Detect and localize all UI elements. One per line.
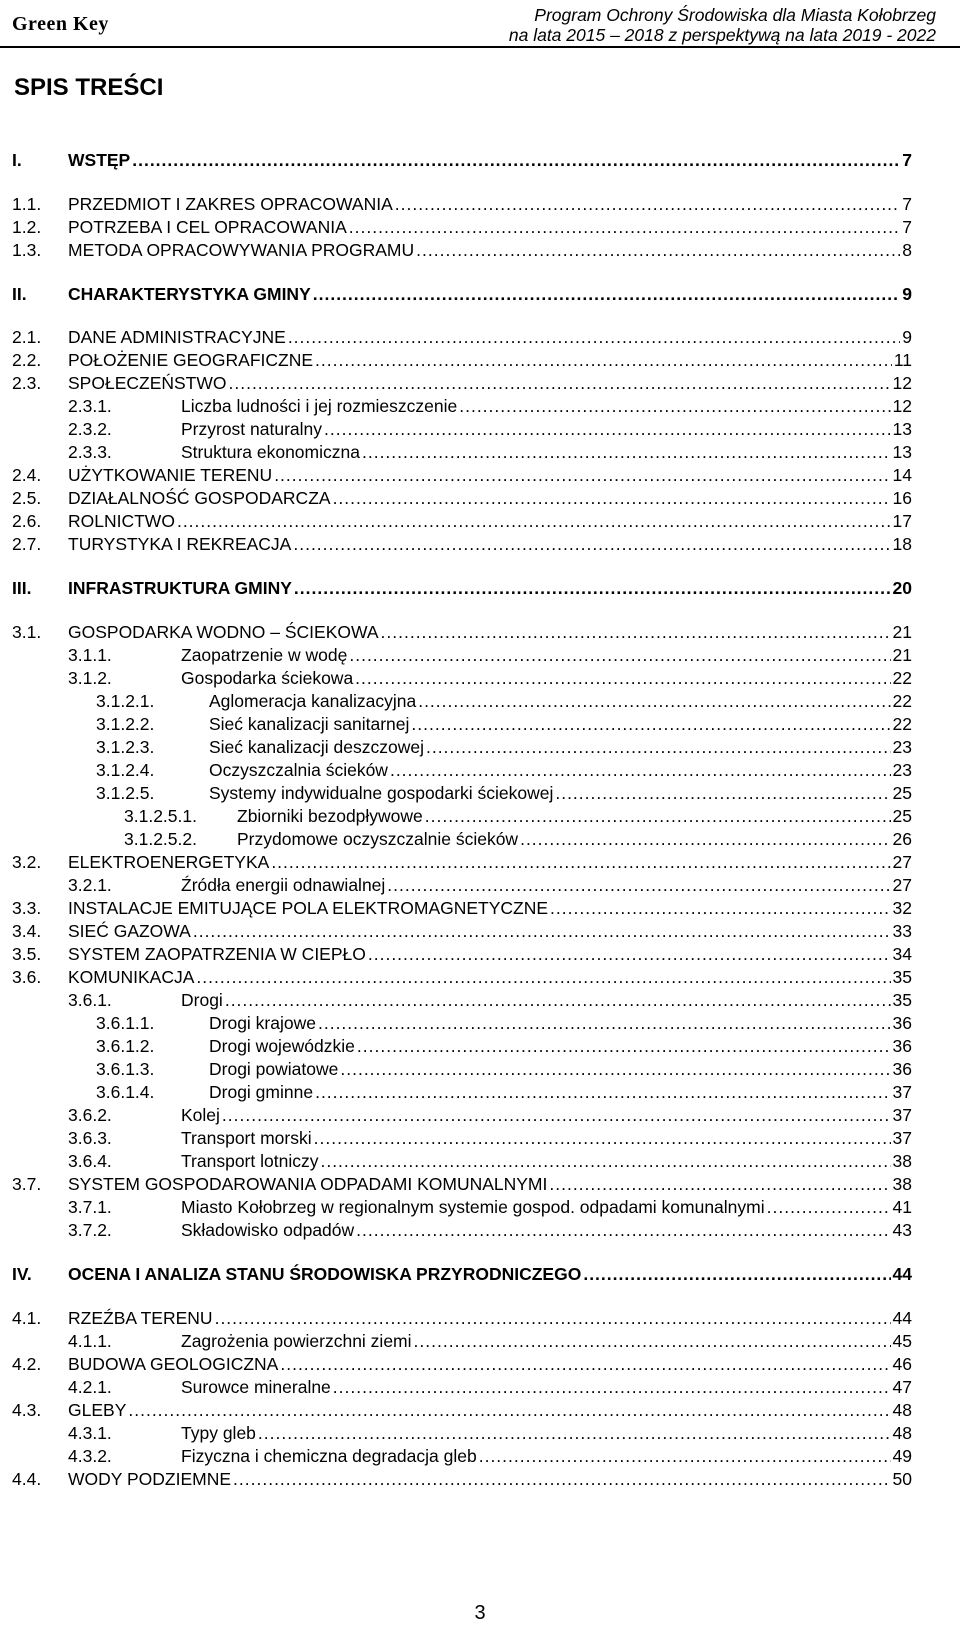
toc-entry-number: 4.2.	[12, 1354, 42, 1374]
toc-entry[interactable]	[68, 441, 912, 463]
toc-entry[interactable]	[12, 349, 912, 371]
toc-entry-title: Źródła energii odnawialnej	[181, 875, 386, 895]
dot-leader	[271, 851, 890, 873]
toc-entry-number: 2.2.	[12, 350, 42, 370]
toc-entry-page: 38	[892, 1174, 912, 1194]
dot-leader	[349, 644, 890, 666]
toc-entry-number: 4.2.1.	[68, 1377, 112, 1397]
dot-leader	[355, 667, 890, 689]
toc-entry[interactable]	[68, 1422, 912, 1444]
toc-entry-number: 2.5.	[12, 488, 42, 508]
dot-leader	[288, 326, 900, 348]
toc-entry-title: CHARAKTERYSTYKA GMINY	[68, 284, 311, 304]
toc-entry-number: 3.1.1.	[68, 645, 112, 665]
document-title-header	[509, 5, 936, 45]
toc-entry[interactable]	[68, 1104, 912, 1126]
toc-entry-title: Gospodarka ściekowa	[181, 668, 354, 688]
dot-leader	[324, 418, 891, 440]
toc-entry-page: 34	[892, 944, 912, 964]
toc-entry-page: 9	[902, 327, 912, 347]
toc-entry-number: 3.3.	[12, 898, 42, 918]
toc-entry-title: DZIAŁALNOŚĆ GOSPODARCZA	[68, 488, 331, 508]
toc-entry[interactable]	[68, 1127, 912, 1149]
toc-entry-title: Sieć kanalizacji deszczowej	[209, 737, 424, 757]
toc-entry-number: 2.6.	[12, 511, 42, 531]
toc-entry-number: 4.3.	[12, 1400, 42, 1420]
toc-entry-title: BUDOWA GEOLOGICZNA	[68, 1354, 279, 1374]
dot-leader	[294, 577, 891, 599]
toc-entry-page: 16	[892, 488, 912, 508]
dot-leader	[132, 149, 900, 171]
toc-entry-page: 37	[892, 1128, 912, 1148]
toc-entry[interactable]	[68, 418, 912, 440]
toc-entry-title: POŁOŻENIE GEOGRAFICZNE	[68, 350, 314, 370]
toc-entry[interactable]	[68, 395, 912, 417]
toc-entry-title: UŻYTKOWANIE TERENU	[68, 465, 273, 485]
toc-entry-page: 32	[892, 898, 912, 918]
toc-entry-page: 50	[892, 1469, 912, 1489]
toc-entry-title: SYSTEM GOSPODAROWANIA ODPADAMI KOMUNALNYMI	[68, 1174, 548, 1194]
toc-entry[interactable]	[12, 966, 912, 988]
dot-leader	[229, 372, 891, 394]
dot-leader	[387, 874, 890, 896]
toc-entry[interactable]	[96, 759, 912, 781]
toc-entry-title: Przyrost naturalny	[181, 419, 323, 439]
toc-entry-number: 3.6.3.	[68, 1128, 112, 1148]
toc-entry[interactable]	[12, 283, 912, 305]
dot-leader	[313, 283, 901, 305]
toc-entry-title: POTRZEBA I CEL OPRACOWANIA	[68, 217, 347, 237]
toc-entry-title: INFRASTRUKTURA GMINY	[68, 578, 292, 598]
dot-leader	[390, 759, 891, 781]
toc-entry-title: Surowce mineralne	[181, 1377, 331, 1397]
toc-entry-title: Kolej	[181, 1105, 220, 1125]
toc-entry-number: 3.7.1.	[68, 1197, 112, 1217]
toc-entry-page: 11	[893, 350, 912, 370]
toc-entry-page: 22	[892, 691, 912, 711]
toc-entry[interactable]	[12, 487, 912, 509]
toc-entry-page: 36	[892, 1059, 912, 1079]
toc-entry-page: 7	[902, 217, 912, 237]
dot-leader	[225, 989, 891, 1011]
dot-leader	[177, 510, 891, 532]
dot-leader	[196, 966, 890, 988]
toc-entry-title: ELEKTROENERGETYKA	[68, 852, 270, 872]
toc-entry[interactable]	[68, 1445, 912, 1467]
toc-entry[interactable]	[12, 897, 912, 919]
dot-leader	[549, 1173, 890, 1195]
toc-entry[interactable]	[68, 1196, 912, 1218]
toc-entry[interactable]	[12, 1399, 912, 1421]
toc-entry-title: Przydomowe oczyszczalnie ścieków	[237, 829, 519, 849]
toc-entry[interactable]	[96, 690, 912, 712]
toc-entry[interactable]	[12, 1468, 912, 1490]
toc-entry-number: 3.1.	[12, 622, 42, 642]
toc-entry-page: 35	[892, 967, 912, 987]
toc-entry-page: 25	[892, 806, 912, 826]
toc-entry-title: Aglomeracja kanalizacyjna	[209, 691, 417, 711]
toc-entry-title: OCENA I ANALIZA STANU ŚRODOWISKA PRZYRODNICZEGO	[68, 1264, 582, 1284]
toc-entry-title: Zaopatrzenie w wodę	[181, 645, 348, 665]
toc-entry-page: 46	[892, 1354, 912, 1374]
toc-entry-number: III.	[12, 578, 32, 598]
toc-entry[interactable]	[68, 1219, 912, 1241]
toc-entry-page: 12	[892, 396, 912, 416]
toc-entry-page: 45	[892, 1331, 912, 1351]
dot-leader	[314, 1127, 891, 1149]
toc-entry-number: 3.7.2.	[68, 1220, 112, 1240]
toc-entry-title: SPOŁECZEŃSTWO	[68, 373, 227, 393]
toc-entry[interactable]	[12, 464, 912, 486]
dot-leader	[357, 1035, 891, 1057]
toc-entry[interactable]	[68, 1330, 912, 1352]
dot-leader	[215, 1307, 891, 1329]
toc-entry-title: Transport morski	[181, 1128, 312, 1148]
dot-leader	[315, 349, 892, 371]
toc-entry-page: 27	[892, 875, 912, 895]
toc-entry-title: ROLNICTWO	[68, 511, 175, 531]
toc-entry[interactable]	[68, 1150, 912, 1172]
toc-entry-number: 4.1.1.	[68, 1331, 112, 1351]
toc-entry[interactable]	[12, 326, 912, 348]
toc-entry[interactable]	[12, 510, 912, 532]
toc-entry-number: 1.2.	[12, 217, 42, 237]
dot-leader	[426, 736, 891, 758]
toc-entry-number: 3.6.1.2.	[96, 1036, 155, 1056]
toc-entry-number: 4.3.2.	[68, 1446, 112, 1466]
toc-entry-number: 3.1.2.	[68, 668, 112, 688]
toc-entry-title: DANE ADMINISTRACYJNE	[68, 327, 286, 347]
toc-entry-page: 25	[892, 783, 912, 803]
toc-entry-title: KOMUNIKACJA	[68, 967, 195, 987]
dot-leader	[274, 464, 890, 486]
dot-leader	[550, 897, 890, 919]
toc-entry[interactable]	[96, 782, 912, 804]
toc-entry[interactable]	[12, 621, 912, 643]
dot-leader	[280, 1353, 890, 1375]
toc-entry-page: 26	[892, 829, 912, 849]
toc-entry-title: Miasto Kołobrzeg w regionalnym systemie gospod. odpadami komunalnymi	[181, 1197, 765, 1217]
toc-entry-number: 3.4.	[12, 921, 42, 941]
toc-entry-page: 23	[892, 760, 912, 780]
toc-entry-title: INSTALACJE EMITUJĄCE POLA ELEKTROMAGNETYCZNE	[68, 898, 549, 918]
toc-entry-title: SYSTEM ZAOPATRZENIA W CIEPŁO	[68, 944, 366, 964]
toc-entry[interactable]	[12, 1263, 912, 1285]
toc-entry-number: 2.3.3.	[68, 442, 112, 462]
toc-entry-title: RZEŹBA TERENU	[68, 1308, 213, 1328]
toc-entry-page: 13	[892, 419, 912, 439]
toc-entry-number: 3.5.	[12, 944, 42, 964]
toc-entry[interactable]	[12, 239, 912, 261]
toc-entry-number: 3.1.2.5.	[96, 783, 155, 803]
toc-entry-title: Liczba ludności i jej rozmieszczenie	[181, 396, 458, 416]
toc-entry-title: Zagrożenia powierzchni ziemi	[181, 1331, 412, 1351]
toc-entry-number: 3.1.2.5.2.	[124, 829, 197, 849]
dot-leader	[520, 828, 890, 850]
toc-entry-title: Struktura ekonomiczna	[181, 442, 360, 462]
toc-entry-number: 3.6.1.1.	[96, 1013, 155, 1033]
toc-entry-title: Drogi wojewódzkie	[209, 1036, 355, 1056]
toc-entry-number: 3.1.2.4.	[96, 760, 155, 780]
toc-entry-page: 44	[892, 1264, 912, 1284]
toc-entry[interactable]	[12, 1353, 912, 1375]
toc-entry-number: 3.2.	[12, 852, 42, 872]
dot-leader	[222, 1104, 891, 1126]
dot-leader	[479, 1445, 891, 1467]
toc-entry-page: 36	[892, 1013, 912, 1033]
dot-leader	[381, 621, 891, 643]
toc-entry[interactable]	[124, 805, 912, 827]
toc-entry-page: 49	[892, 1446, 912, 1466]
toc-entry[interactable]	[12, 533, 912, 555]
dot-leader	[395, 193, 901, 215]
toc-entry-title: Fizyczna i chemiczna degradacja gleb	[181, 1446, 477, 1466]
toc-entry-title: GOSPODARKA WODNO – ŚCIEKOWA	[68, 622, 379, 642]
toc-entry-page: 33	[892, 921, 912, 941]
toc-entry[interactable]	[12, 1173, 912, 1195]
toc-entry-page: 21	[892, 622, 912, 642]
toc-entry-page: 7	[902, 194, 912, 214]
toc-entry-number: 3.6.1.	[68, 990, 112, 1010]
dot-leader	[128, 1399, 890, 1421]
dot-leader	[368, 943, 891, 965]
toc-entry-number: 2.3.1.	[68, 396, 112, 416]
toc-entry-page: 8	[902, 240, 912, 260]
toc-entry-number: 4.1.	[12, 1308, 42, 1328]
toc-entry-title: Drogi	[181, 990, 223, 1010]
toc-entry-page: 14	[892, 465, 912, 485]
toc-entry-title: SIEĆ GAZOWA	[68, 921, 191, 941]
toc-entry-number: 2.7.	[12, 534, 42, 554]
dot-leader	[414, 1330, 891, 1352]
toc-entry-number: 2.3.2.	[68, 419, 112, 439]
toc-entry-number: 3.1.2.5.1.	[124, 806, 197, 826]
toc-entry-page: 20	[892, 578, 912, 598]
toc-entry-page: 22	[892, 714, 912, 734]
toc-entry-number: 3.7.	[12, 1174, 42, 1194]
toc-entry-title: METODA OPRACOWYWANIA PROGRAMU	[68, 240, 415, 260]
dot-leader	[349, 216, 901, 238]
toc-entry-page: 7	[902, 150, 912, 170]
toc-entry-page: 36	[892, 1036, 912, 1056]
toc-entry-number: 3.1.2.3.	[96, 737, 155, 757]
dot-leader	[459, 395, 890, 417]
toc-entry[interactable]	[12, 216, 912, 238]
header-divider	[0, 46, 960, 48]
dot-leader	[320, 1150, 890, 1172]
toc-entry-title: Systemy indywidualne gospodarki ściekowej	[209, 783, 554, 803]
toc-entry[interactable]	[12, 193, 912, 215]
page-title: SPIS TREŚCI	[14, 74, 164, 101]
toc-entry-title: TURYSTYKA I REKREACJA	[68, 534, 292, 554]
toc-entry-title: Sieć kanalizacji sanitarnej	[209, 714, 410, 734]
toc-entry[interactable]	[68, 667, 912, 689]
toc-entry-number: 3.6.1.3.	[96, 1059, 155, 1079]
toc-entry-title: WSTĘP	[68, 150, 131, 170]
toc-entry[interactable]	[96, 713, 912, 735]
toc-entry-page: 43	[892, 1220, 912, 1240]
toc-entry-number: 1.3.	[12, 240, 42, 260]
toc-entry-page: 41	[892, 1197, 912, 1217]
dot-leader	[418, 690, 890, 712]
dot-leader	[583, 1263, 890, 1285]
toc-entry[interactable]	[68, 989, 912, 1011]
toc-entry[interactable]	[12, 372, 912, 394]
toc-entry-number: I.	[12, 150, 22, 170]
toc-entry[interactable]	[12, 851, 912, 873]
toc-entry-number: 1.1.	[12, 194, 42, 214]
toc-entry-page: 44	[892, 1308, 912, 1328]
toc-entry-number: 3.6.	[12, 967, 42, 987]
toc-entry-number: 2.1.	[12, 327, 42, 347]
toc-entry-page: 38	[892, 1151, 912, 1171]
page-header	[0, 0, 960, 49]
toc-entry-number: 3.1.2.1.	[96, 691, 155, 711]
dot-leader	[767, 1196, 891, 1218]
dot-leader	[356, 1219, 890, 1241]
toc-entry-title: GLEBY	[68, 1400, 127, 1420]
toc-entry[interactable]	[12, 577, 912, 599]
dot-leader	[416, 239, 900, 261]
dot-leader	[362, 441, 891, 463]
toc-entry-number: 2.4.	[12, 465, 42, 485]
toc-entry-number: 4.3.1.	[68, 1423, 112, 1443]
toc-entry-title: Składowisko odpadów	[181, 1220, 355, 1240]
dot-leader	[333, 487, 891, 509]
toc-entry-number: 3.2.1.	[68, 875, 112, 895]
dot-leader	[411, 713, 890, 735]
toc-entry-number: 3.6.2.	[68, 1105, 112, 1125]
toc-entry-title: Transport lotniczy	[181, 1151, 319, 1171]
dot-leader	[233, 1468, 891, 1490]
toc-entry-page: 37	[892, 1105, 912, 1125]
toc-entry[interactable]	[124, 828, 912, 850]
toc-entry-page: 17	[892, 511, 912, 531]
toc-entry[interactable]	[12, 920, 912, 942]
toc-entry-page: 21	[892, 645, 912, 665]
toc-entry-title: Zbiorniki bezodpływowe	[237, 806, 423, 826]
dot-leader	[193, 920, 891, 942]
dot-leader	[318, 1012, 891, 1034]
toc-entry[interactable]	[68, 644, 912, 666]
toc-entry[interactable]	[96, 1035, 912, 1057]
toc-entry-page: 35	[892, 990, 912, 1010]
toc-entry[interactable]	[96, 736, 912, 758]
brand-logo: Green Key	[12, 13, 109, 35]
dot-leader	[315, 1081, 890, 1103]
toc-entry-page: 12	[892, 373, 912, 393]
toc-entry-page: 9	[902, 284, 912, 304]
header-line-2: na lata 2015 – 2018 z perspektywą na lata 2019 - 2022	[508, 25, 936, 45]
toc-entry-title: Drogi krajowe	[209, 1013, 316, 1033]
toc-entry-page: 48	[892, 1400, 912, 1420]
dot-leader	[258, 1422, 891, 1444]
toc-entry[interactable]	[12, 943, 912, 965]
header-line-1: Program Ochrony Środowiska dla Miasta Kołobrzeg	[534, 5, 936, 25]
toc-entry-number: IV.	[12, 1264, 32, 1284]
toc-entry-page: 22	[892, 668, 912, 688]
toc-entry-number: II.	[12, 284, 27, 304]
dot-leader	[293, 533, 890, 555]
dot-leader	[555, 782, 890, 804]
toc-entry-title: Drogi gminne	[209, 1082, 314, 1102]
toc-entry-title: Drogi powiatowe	[209, 1059, 339, 1079]
toc-entry-page: 13	[892, 442, 912, 462]
toc-entry-page: 27	[892, 852, 912, 872]
toc-entry-title: PRZEDMIOT I ZAKRES OPRACOWANIA	[68, 194, 393, 214]
toc-entry-number: 3.6.1.4.	[96, 1082, 155, 1102]
toc-entry-number: 2.3.	[12, 373, 42, 393]
toc-entry-page: 48	[892, 1423, 912, 1443]
dot-leader	[340, 1058, 890, 1080]
toc-entry-title: Typy gleb	[181, 1423, 256, 1443]
toc-entry[interactable]	[68, 874, 912, 896]
toc-entry[interactable]	[96, 1058, 912, 1080]
toc-entry-page: 37	[892, 1082, 912, 1102]
toc-entry[interactable]	[68, 1376, 912, 1398]
page-number: 3	[474, 1602, 486, 1624]
toc-entry[interactable]	[12, 149, 912, 171]
dot-leader	[333, 1376, 891, 1398]
toc-entry[interactable]	[12, 1307, 912, 1329]
toc-entry-number: 3.6.4.	[68, 1151, 112, 1171]
toc-entry-page: 47	[892, 1377, 912, 1397]
toc-entry-page: 23	[892, 737, 912, 757]
toc-entry-number: 4.4.	[12, 1469, 42, 1489]
toc-entry[interactable]	[96, 1081, 912, 1103]
toc-entry-title: Oczyszczalnia ścieków	[209, 760, 388, 780]
toc-entry[interactable]	[96, 1012, 912, 1034]
toc-entry-title: WODY PODZIEMNE	[68, 1469, 232, 1489]
toc-entry-page: 18	[892, 534, 912, 554]
toc-entry-number: 3.1.2.2.	[96, 714, 155, 734]
dot-leader	[425, 805, 891, 827]
